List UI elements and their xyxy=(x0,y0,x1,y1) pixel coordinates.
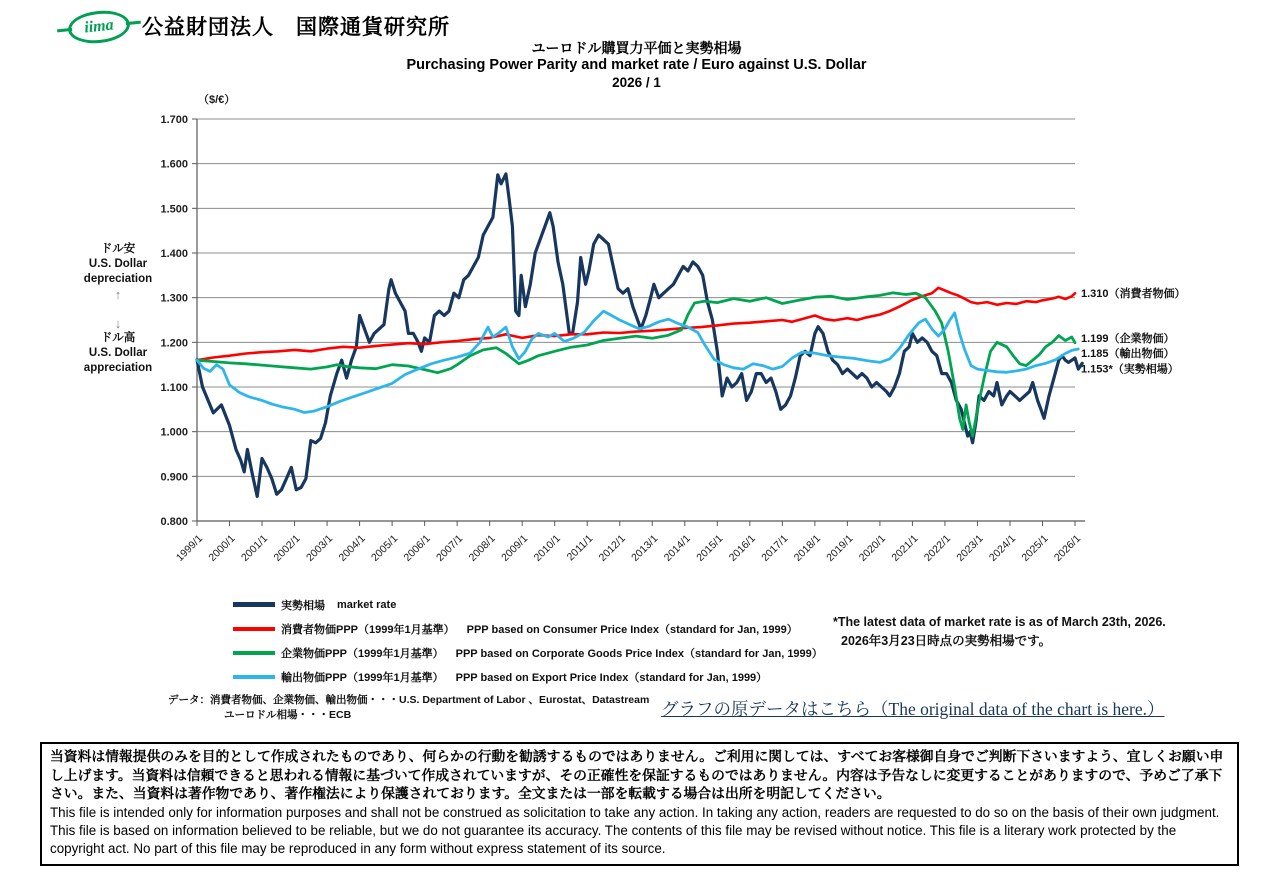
y-axis-tick-label: 0.800 xyxy=(160,516,188,529)
x-axis-tick-label: 2002/1 xyxy=(271,532,303,564)
latest-data-note-en: *The latest data of market rate is as of March 23th, 2026. xyxy=(833,615,1166,629)
depreciation-label-en1: U.S. Dollar xyxy=(88,258,148,270)
cgpi-ppp-line-swatch xyxy=(233,651,275,655)
x-axis-tick-label: 2026/1 xyxy=(1051,532,1084,564)
series-end-value-label: 1.153*（実勢相場） xyxy=(1081,363,1179,376)
disclaimer-english: This file is intended only for information purposes and shall not be construed as solicitation to take any action. In taking any action, readers are requested to do so on the basis of their own judgment. This file is based on information believed to be reliable, but we do not guarantee its accuracy. The contents of this file may be revised without notice. This file is a literary work protected by the copyright act. No part of this file may be reproduced in any form without express statement of its source. xyxy=(50,804,1220,857)
x-axis-tick-label: 2007/1 xyxy=(434,532,466,564)
legend-item-market-rate xyxy=(233,596,823,613)
appreciation-label-en2: appreciation xyxy=(83,362,153,374)
x-axis-tick-label: 2000/1 xyxy=(206,532,238,564)
y-axis-tick-label: 1.500 xyxy=(160,203,188,216)
market-rate-line-swatch xyxy=(233,602,275,607)
legend-label-jp: 実勢相場 xyxy=(281,599,325,612)
disclaimer-japanese: 当資料は情報提供のみを目的として作成されたものであり、何らかの行動を勧誘するものではありません。ご利用に関しては、すべてお客様御自身でご判断下さいますよう、宜しくお願い申し上げます。当資料は信頼できると思われる情報に基づいて作成されていますが、その正確性を保証するものではありません。内容は予告なしに変更することがありますので、予めご了承下さい。また、当資料は著作物であり、著作権法により保護されております。全文または一部を転載する場合は出所を明記してください。 xyxy=(50,749,1224,802)
x-axis-tick-label: 2019/1 xyxy=(824,532,856,564)
y-axis-tick-label: 1.200 xyxy=(160,337,188,350)
x-axis-tick-label: 2009/1 xyxy=(499,532,531,564)
x-axis-tick-label: 2008/1 xyxy=(466,532,498,564)
appreciation-label-en1: U.S. Dollar xyxy=(88,347,148,359)
legend-label-jp: 企業物価PPP（1999年1月基準） xyxy=(281,647,444,660)
appreciation-label-jp: ドル高 xyxy=(100,332,136,344)
chart-title-english: Purchasing Power Parity and market rate / Euro against U.S. Dollar xyxy=(406,57,867,73)
up-arrow-icon: ↑ xyxy=(114,287,122,302)
chart-legend xyxy=(233,596,823,692)
x-axis-tick-label: 2016/1 xyxy=(726,532,758,564)
x-axis-tick-label: 2017/1 xyxy=(759,532,791,564)
x-axis-tick-label: 2011/1 xyxy=(564,532,596,564)
y-axis-tick-label: 1.600 xyxy=(160,158,188,171)
series-end-value-label: 1.185（輸出物価） xyxy=(1081,348,1175,361)
chart-title-period: 2026 / 1 xyxy=(612,75,661,90)
y-axis-tick-label: 1.700 xyxy=(160,114,188,126)
data-source-line2: ユーロドル相場・・・ECB xyxy=(224,709,352,721)
disclaimer-box xyxy=(40,742,1239,866)
series-line xyxy=(197,174,1082,497)
chart-title-japanese: ユーロドル購買力平価と実勢相場 xyxy=(531,40,742,56)
x-axis-tick-label: 2015/1 xyxy=(694,532,726,564)
original-data-link[interactable]: グラフの原データはこちら（The original data of the chart is here.） xyxy=(661,699,1165,719)
ppp-market-rate-line-chart xyxy=(150,98,1210,586)
legend-label-en: PPP based on Export Price Index（standard for Jan, 1999） xyxy=(455,671,768,684)
latest-data-note-jp: 2026年3月23日時点の実勢相場です。 xyxy=(841,634,1052,648)
series-end-value-label: 1.199（企業物価） xyxy=(1081,332,1175,345)
export-ppp-line-swatch xyxy=(233,675,275,679)
x-axis-tick-label: 2006/1 xyxy=(401,532,433,564)
data-source xyxy=(168,693,649,723)
depreciation-label-en2: depreciation xyxy=(83,273,153,285)
x-axis-tick-label: 1999/1 xyxy=(173,532,206,564)
legend-item-export-ppp xyxy=(233,668,823,685)
cpi-ppp-line-swatch xyxy=(233,627,275,631)
x-axis-tick-label: 2023/1 xyxy=(954,532,986,564)
depreciation-label-jp: ドル安 xyxy=(100,243,136,255)
y-axis-unit-label: （$/€） xyxy=(198,94,236,106)
y-axis-tick-label: 1.400 xyxy=(160,248,188,261)
y-axis-tick-label: 1.000 xyxy=(160,426,188,439)
y-axis-tick-label: 1.300 xyxy=(160,292,188,305)
legend-label-jp: 消費者物価PPP（1999年1月基準） xyxy=(281,623,455,636)
x-axis-tick-label: 2021/1 xyxy=(889,532,921,564)
x-axis-tick-label: 2001/1 xyxy=(238,532,271,564)
x-axis-tick-label: 2004/1 xyxy=(336,532,368,564)
x-axis-tick-label: 2013/1 xyxy=(629,532,661,564)
y-axis-tick-label: 1.100 xyxy=(160,382,188,395)
legend-label-en: market rate xyxy=(337,598,397,611)
legend-item-cpi-ppp xyxy=(233,620,823,637)
series-end-value-label: 1.310（消費者物価） xyxy=(1081,288,1186,301)
x-axis-tick-label: 2018/1 xyxy=(791,532,823,564)
x-axis-tick-label: 2020/1 xyxy=(856,532,889,564)
x-axis-tick-label: 2024/1 xyxy=(986,532,1019,564)
y-axis-tick-label: 0.900 xyxy=(160,471,188,484)
x-axis-tick-label: 2003/1 xyxy=(303,532,336,564)
legend-label-en: PPP based on Consumer Price Index（standard for Jan, 1999） xyxy=(466,623,798,636)
legend-label-en: PPP based on Corporate Goods Price Index（standard for Jan, 1999） xyxy=(455,647,823,660)
data-source-line1: データ：消費者物価、企業物価、輸出物価・・・U.S. Department of Labor 、Eurostat、Datastream xyxy=(168,694,650,706)
legend-label-jp: 輸出物価PPP（1999年1月基準） xyxy=(281,671,444,684)
x-axis-tick-label: 2012/1 xyxy=(596,532,628,564)
x-axis-tick-label: 2022/1 xyxy=(921,532,954,564)
x-axis-tick-label: 2010/1 xyxy=(531,532,563,564)
x-axis-tick-label: 2025/1 xyxy=(1019,532,1051,564)
down-arrow-icon: ↓ xyxy=(114,316,122,331)
x-axis-tick-label: 2005/1 xyxy=(369,532,401,564)
latest-data-note xyxy=(833,613,1166,651)
iima-logo-text: iima xyxy=(83,16,115,37)
organization-name: 公益財団法人 国際通貨研究所 xyxy=(142,16,450,39)
x-axis-tick-label: 2014/1 xyxy=(661,532,693,564)
legend-item-cgpi-ppp xyxy=(233,644,823,661)
